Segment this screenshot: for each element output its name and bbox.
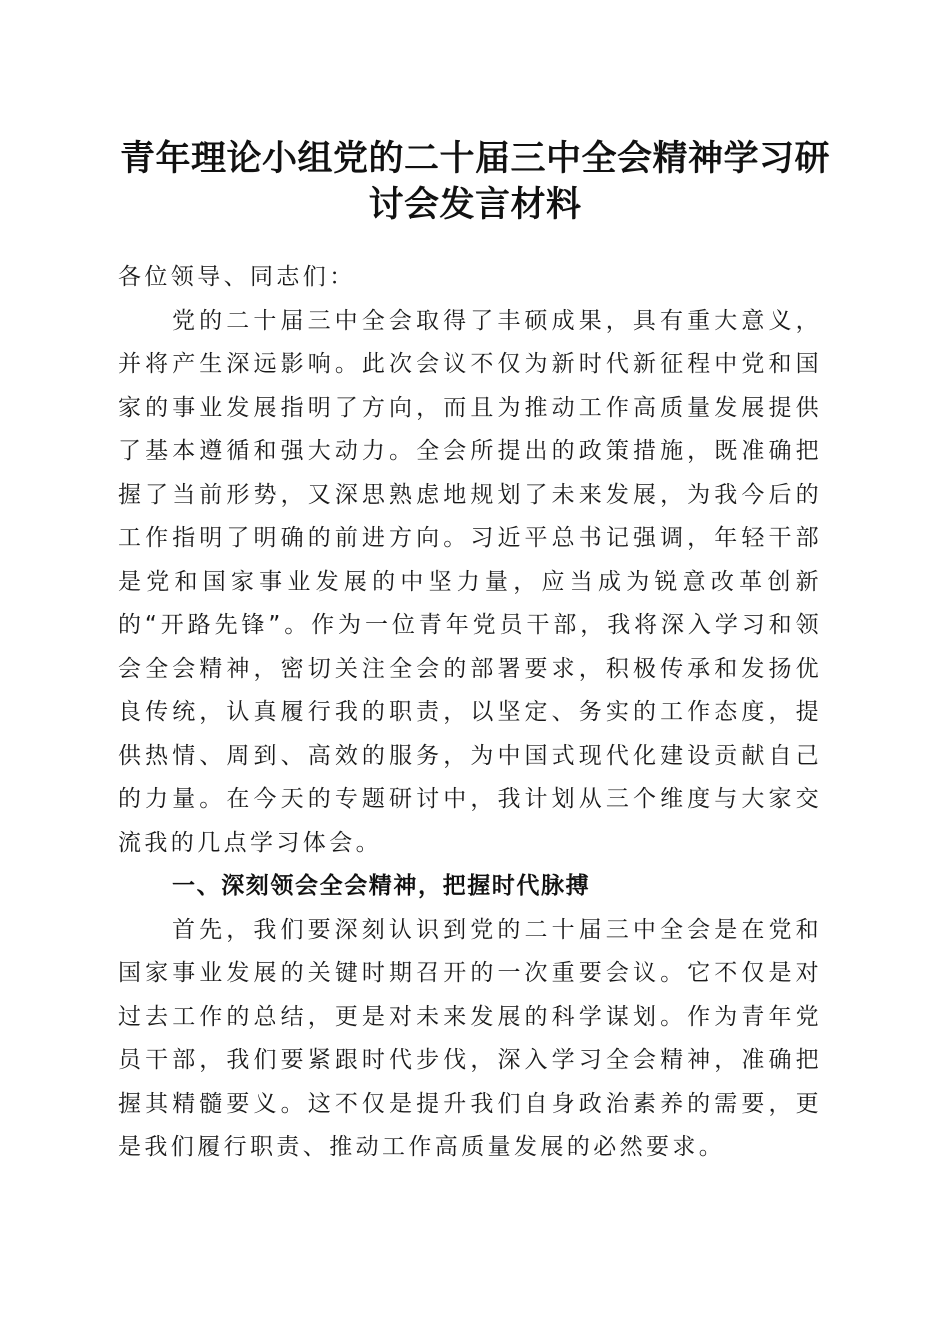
paragraph-1: 党的二十届三中全会取得了丰硕成果，具有重大意义，并将产生深远影响。此次会议不仅为新时代新征程中党和国家的事业发展指明了方向，而且为推动工作高质量发展提供了基本遵循和强大动力。全会所提出的政策措施，既准确把握了当前形势，又深思熟虑地规划了未来发展，为我今后的工作指明了明确的前进方向。习近平总书记强调，年轻干部是党和国家事业发展的中坚力量，应当成为锐意改革创新的“开路先锋”。作为一位青年党员干部，我将深入学习和领会全会精神，密切关注全会的部署要求，积极传承和发扬优良传统，认真履行我的职责，以坚定、务实的工作态度，提供热情、周到、高效的服务，为中国式现代化建设贡献自己的力量。在今天的专题研讨中，我计划从三个维度与大家交流我的几点学习体会。 xyxy=(118,307,822,856)
document-body xyxy=(118,256,822,1170)
section-1-heading: 一、深刻领会全会精神，把握时代脉搏 xyxy=(172,873,591,899)
salutation: 各位领导、同志们： xyxy=(118,264,356,290)
document-title xyxy=(100,136,850,228)
paragraph-2: 首先，我们要深刻认识到党的二十届三中全会是在党和国家事业发展的关键时期召开的一次重要会议。它不仅是对过去工作的总结，更是对未来发展的科学谋划。作为青年党员干部，我们要紧跟时代步伐，深入学习全会精神，准确把握其精髓要义。这不仅是提升我们自身政治素养的需要，更是我们履行职责、推动工作高质量发展的必然要求。 xyxy=(118,916,822,1160)
title-line-2: 讨会发言材料 xyxy=(368,184,582,225)
title-line-1: 青年理论小组党的二十届三中全会精神学习研 xyxy=(119,138,830,179)
